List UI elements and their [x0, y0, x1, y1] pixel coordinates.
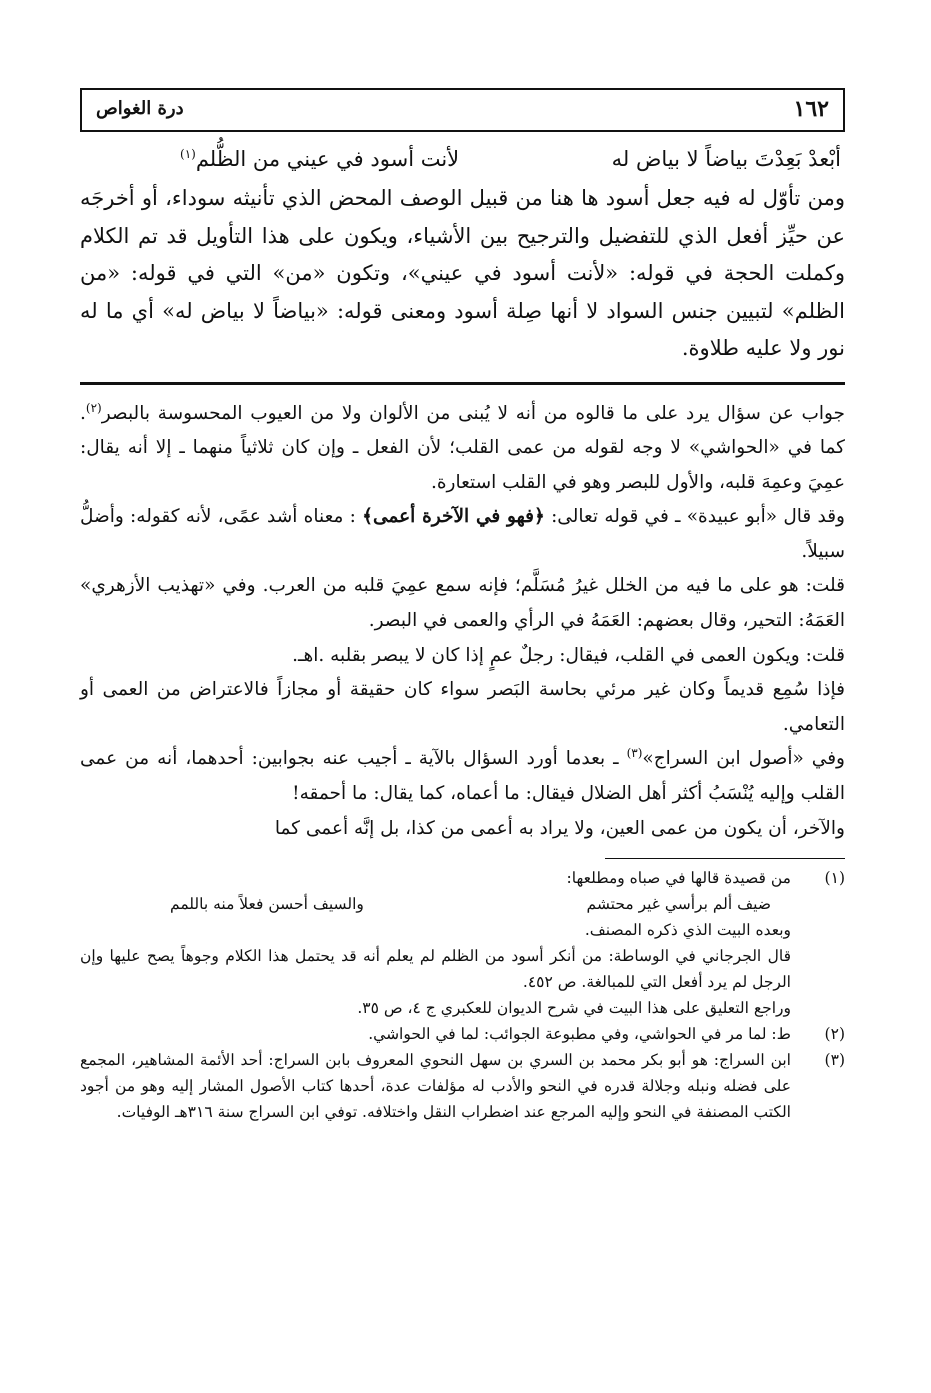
book-title: درة الغواص [96, 98, 184, 119]
footnote-1-line-2: قال الجرجاني في الوساطة: من أنكر أسود من الظلم لم يعلم أنه قد يحتمل هذا الكلام وجوهاً يصح عليها وإن الرجل لم يرد أفعل التي للمبالغة. ص ٤٥٢. [80, 947, 791, 992]
running-header [80, 88, 845, 132]
book-page [80, 88, 845, 1125]
footnote-ref-2[interactable]: (٢) [85, 400, 102, 415]
commentary-p6-text-a: وفي «أصول ابن السراج» [642, 748, 845, 770]
commentary-paragraph-1 [80, 397, 845, 501]
footnote-3-text: ابن السراج: هو أبو بكر محمد بن السري بن سهل النحوي المعروف بابن السراج: أحد الأئمة المشاهير، المجمع على فضله ونبله وجلالة قدره في النحو والأدب له مؤلفات عدة، أحدها كتاب الأصول المشار إليه وهو من أجود الكتب المصنفة في النحو وإليه المرجع عند اضطراب النقل واختلافه. توفي ابن السراج سنة ٣١٦هـ الوفيات. [80, 1051, 791, 1122]
main-text [80, 140, 845, 368]
commentary-p6-text-b: ـ بعدما أورد السؤال بالآية ـ أجيب عنه بجوابين: أحدهما، أنه من عمى القلب وإليه يُنْسَبُ أكثر أهل الضلال فيقال: ما أعماه، كما يقال: ما أحمقه! [80, 748, 845, 805]
footnote-1 [80, 865, 845, 1021]
footnote-body [80, 865, 791, 1021]
footnote-1-verse [80, 891, 791, 917]
section-divider [80, 382, 845, 385]
verse-second-hemistich-text: لأنت أسود في عيني من الظُّلم [195, 147, 460, 172]
commentary-paragraph-2 [80, 500, 845, 569]
footnote-divider [605, 858, 845, 859]
footnote-2-text: ط: لما مر في الحواشي، وفي مطبوعة الجوائب: لما في الحواشي. [368, 1025, 791, 1044]
commentary-paragraph-3: قلت: هو على ما فيه من الخلل غيرُ مُسَلَّم؛ فإنه سمع عمِيَ قلبه من العرب. وفي «تهذيب الأزهري» العَمَهُ: التحير، وقال بعضهم: العَمَهُ في الرأي والعمى في البصر. [80, 575, 845, 632]
main-paragraph: ومن تأوّل له فيه جعل أسود ها هنا من قبيل الوصف المحض الذي تأنيثه سوداء، أو أخرجَه عن حيِّز أفعل الذي للتفضيل والترجيح بين الأشياء، ويكون على هذا التأويل قد تم الكلام وكملت الحجة في قوله: «لأنت أسود في عيني»، وتكون «من» التي في قوله: «من الظلم» لتبيين جنس السواد لا أنها صِلة أسود ومعنى قوله: «بياضاً لا بياض له» أي ما له نور ولا عليه طلاوة. [80, 186, 845, 360]
footnote-ref-3[interactable]: (٣) [626, 746, 643, 761]
quran-verse: ﴿فهو في الآخرة أعمى﴾ [362, 506, 545, 528]
commentary-paragraph-4: قلت: ويكون العمى في القلب، فيقال: رجلٌ عمٍ إذا كان لا يبصر بقلبه .اهـ. [292, 644, 845, 666]
commentary-p1-text-b: . كما في «الحواشي» لا وجه لقوله من عمى القلب؛ لأن الفعل ـ وإن كان ثلاثياً منهما ـ إلا أنه يقال: عمِيَ وعمِهَ قلبه، والأول للبصر وهو في القلب استعارة. [80, 402, 845, 493]
footnote-2 [80, 1021, 845, 1047]
commentary-text [80, 397, 845, 847]
verse-second-hemistich [180, 141, 459, 179]
footnote-body [80, 1047, 791, 1125]
commentary-paragraph-5: فإذا سُمِع قديماً وكان غير مرئي بحاسة البَصر سواء كان حقيقة أو مجازاً فالاعتراض من العمى أو التعامي. [80, 679, 845, 735]
footnote-1-verse-right: ضيف ألم برأسي غير محتشم [586, 895, 771, 914]
footnote-number: (١) [824, 869, 845, 888]
commentary-paragraph-7: والآخر، أن يكون من عمى العين، ولا يراد به أعمى من كذا، بل إنَّه أعمى كما [274, 817, 845, 839]
footnotes [80, 865, 845, 1125]
footnote-1-verse-left: والسيف أحسن فعلاً منه باللمم [170, 895, 364, 914]
commentary-paragraph-6 [80, 742, 845, 811]
footnote-body [80, 1021, 791, 1047]
commentary-p2-text-a: وقد قال «أبو عبيدة» ـ في قوله تعالى: [551, 506, 845, 528]
commentary-p1-text-a: جواب عن سؤال يرد على ما قالوه من أنه لا يُبنى من الألوان ولا من العيوب المحسوسة بالبصر [101, 402, 845, 424]
footnote-number: (٢) [824, 1025, 845, 1044]
footnote-1-line-3: وراجع التعليق على هذا البيت في شرح الديوان للعكبري ج ٤، ص ٣٥. [357, 999, 791, 1018]
page-number: ١٦٢ [793, 96, 829, 122]
poetry-verse [80, 140, 845, 180]
commentary-p2-text-b: : معناه أشد عمًى، لأنه كقوله: وأضلُّ سبيلاً. [80, 506, 845, 562]
footnote-ref-1[interactable]: (١) [180, 147, 196, 162]
footnote-1-intro: من قصيدة قالها في صباه ومطلعها: [566, 869, 791, 888]
footnote-3 [80, 1047, 845, 1125]
footnote-1-line-1: وبعده البيت الذي ذكره المصنف. [584, 921, 791, 940]
verse-first-hemistich: أبْعدْ بَعِدْتَ بياضاً لا بياض له [611, 147, 841, 172]
footnote-number: (٣) [824, 1051, 845, 1070]
